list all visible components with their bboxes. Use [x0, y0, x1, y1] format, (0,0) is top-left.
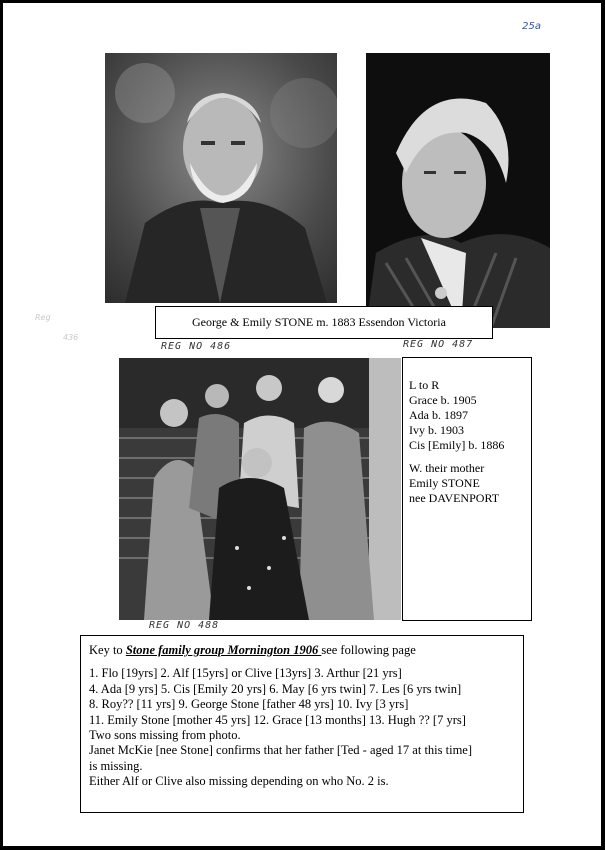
emily-portrait-photo [366, 53, 550, 328]
george-portrait-photo [105, 53, 337, 303]
key-line: Either Alf or Clive also missing depending on who No. 2 is. [89, 774, 389, 789]
legend-heading: L to R [409, 378, 440, 392]
legend-person: Cis [Emily] b. 1886 [409, 438, 505, 452]
portrait-caption: George & Emily STONE m. 1883 Essendon Victoria [192, 315, 446, 329]
key-line: 11. Emily Stone [mother 45 yrs] 12. Grace [13 months] 13. Hugh ?? [7 yrs] [89, 712, 466, 727]
key-line: Janet McKie [nee Stone] confirms that her father [Ted - aged 17 at this time] [89, 743, 473, 758]
legend-person: Grace b. 1905 [409, 393, 477, 407]
key-suffix: see following page [321, 643, 416, 657]
page-number: 25a [522, 21, 541, 32]
key-prefix: Key to [89, 643, 126, 657]
document-page [3, 3, 601, 846]
reg-number-487: REG NO 487 [403, 339, 474, 350]
key-title: Stone family group Mornington 1906 [125, 643, 322, 657]
key-line: 4. Ada [9 yrs] 5. Cis [Emily 20 yrs] 6. May [6 yrs twin] 7. Les [6 yrs twin] [89, 681, 462, 696]
group-photo [119, 358, 401, 620]
portrait-caption-box [155, 306, 493, 339]
legend-mother-line: Emily STONE [409, 476, 480, 490]
legend-person: Ivy b. 1903 [409, 423, 464, 437]
key-line: Two sons missing from photo. [89, 728, 241, 743]
pencil-note-line-1: Reg [35, 313, 51, 322]
legend-mother-line: nee DAVENPORT [409, 491, 500, 505]
key-line: 8. Roy?? [11 yrs] 9. George Stone [father 48 yrs] 10. Ivy [3 yrs] [89, 697, 409, 712]
reg-number-488: REG NO 488 [149, 620, 220, 631]
family-key-box [80, 635, 524, 813]
group-legend-box [402, 357, 532, 621]
key-line: 1. Flo [19yrs] 2. Alf [15yrs] or Clive [13yrs] 3. Arthur [21 yrs] [89, 666, 402, 681]
legend-person: Ada b. 1897 [409, 408, 468, 422]
key-title-line [89, 643, 523, 658]
key-line: is missing. [89, 758, 143, 773]
pencil-note-line-2: 436 [63, 333, 79, 342]
legend-mother-line: W. their mother [409, 461, 485, 475]
reg-number-486: REG NO 486 [161, 341, 232, 352]
